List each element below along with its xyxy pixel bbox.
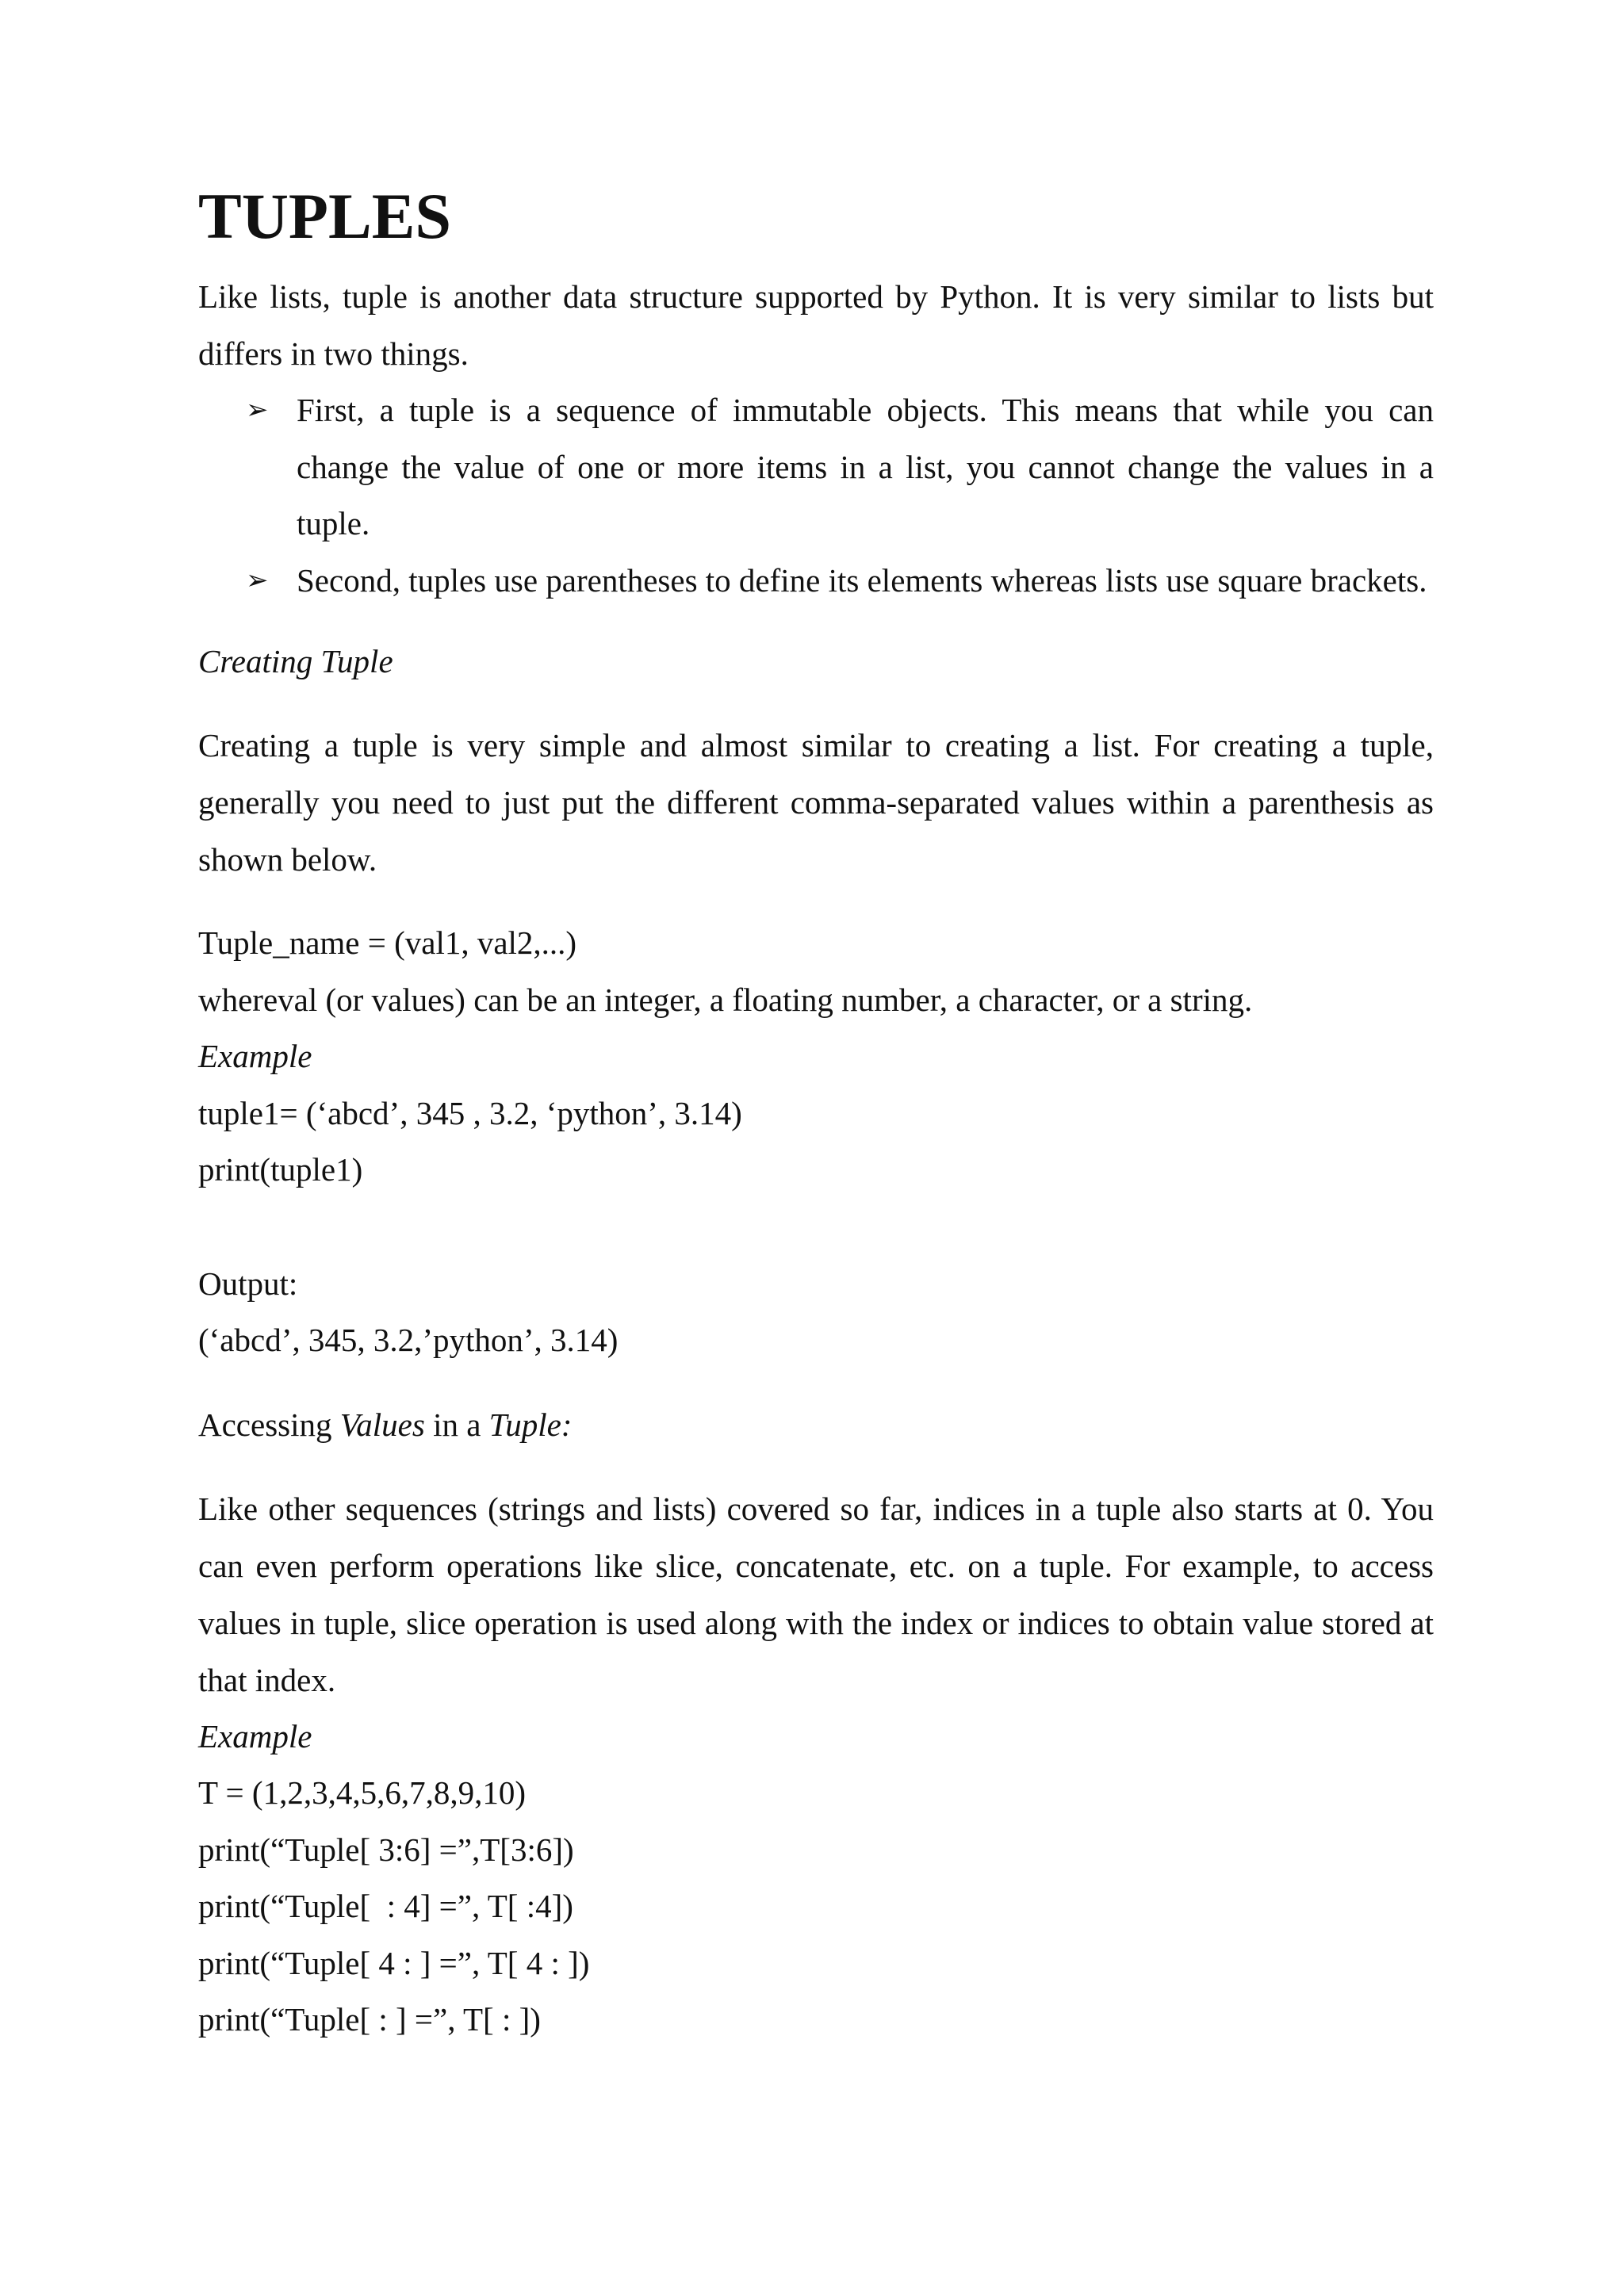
heading-text: Values <box>339 1406 425 1443</box>
where-line: whereval (or values) can be an integer, a floating number, a character, or a string. <box>198 981 1253 1018</box>
bullet-text: Second, tuples use parentheses to define its elements whereas lists use square brackets. <box>297 561 1427 599</box>
section-heading-accessing <box>198 1396 1434 1453</box>
code-line: T = (1,2,3,4,5,6,7,8,9,10) <box>198 1774 526 1811</box>
heading-text: Tuple: <box>488 1406 573 1443</box>
document-content <box>198 180 1434 2049</box>
code-line: print(“Tuple[ 4 : ] =”, T[ 4 : ]) <box>198 1944 590 1981</box>
list-item <box>198 553 1434 610</box>
code-line: print(“Tuple[ : ] =”, T[ : ]) <box>198 2001 541 2038</box>
example-label: Example <box>198 1717 312 1755</box>
list-item <box>198 382 1434 553</box>
arrow-bullet-icon: ➢ <box>246 394 269 426</box>
page-title: TUPLES <box>198 180 451 252</box>
code-line: tuple1= (‘abcd’, 345 , 3.2, ‘python’, 3.14) <box>198 1094 742 1131</box>
difference-list <box>198 382 1434 609</box>
output-label: Output: <box>198 1265 298 1302</box>
section-heading-creating: Creating Tuple <box>198 643 393 679</box>
bullet-text: First, a tuple is a sequence of immutable objects. This means that while you can change the value of one or more items in a list, you cannot change the values in a tuple. <box>297 392 1434 541</box>
code-line: print(tuple1) <box>198 1151 363 1188</box>
output-line: (‘abcd’, 345, 3.2,’python’, 3.14) <box>198 1322 619 1358</box>
code-line: print(“Tuple[ : 4] =”, T[ :4]) <box>198 1888 573 1924</box>
syntax-line: Tuple_name = (val1, val2,...) <box>198 924 577 961</box>
heading-text: in a <box>424 1406 489 1443</box>
heading-text: Accessing <box>198 1406 340 1443</box>
intro-paragraph: Like lists, tuple is another data structure supported by Python. It is very similar to lists but differs in two things. <box>198 278 1434 372</box>
creating-paragraph: Creating a tuple is very simple and almost similar to creating a list. For creating a tuple, generally you need to just put the different comma-separated values within a parenthesis as shown below. <box>198 727 1434 878</box>
accessing-paragraph: Like other sequences (strings and lists) covered so far, indices in a tuple also starts at 0. You can even perform operations like slice, concatenate, etc. on a tuple. For example, to access values in tuple, slice operation is used along with the index or indices to obtain value stored at that index. <box>198 1490 1434 1698</box>
example-label: Example <box>198 1038 312 1074</box>
code-line: print(“Tuple[ 3:6] =”,T[3:6]) <box>198 1831 574 1868</box>
arrow-bullet-icon: ➢ <box>246 564 269 596</box>
